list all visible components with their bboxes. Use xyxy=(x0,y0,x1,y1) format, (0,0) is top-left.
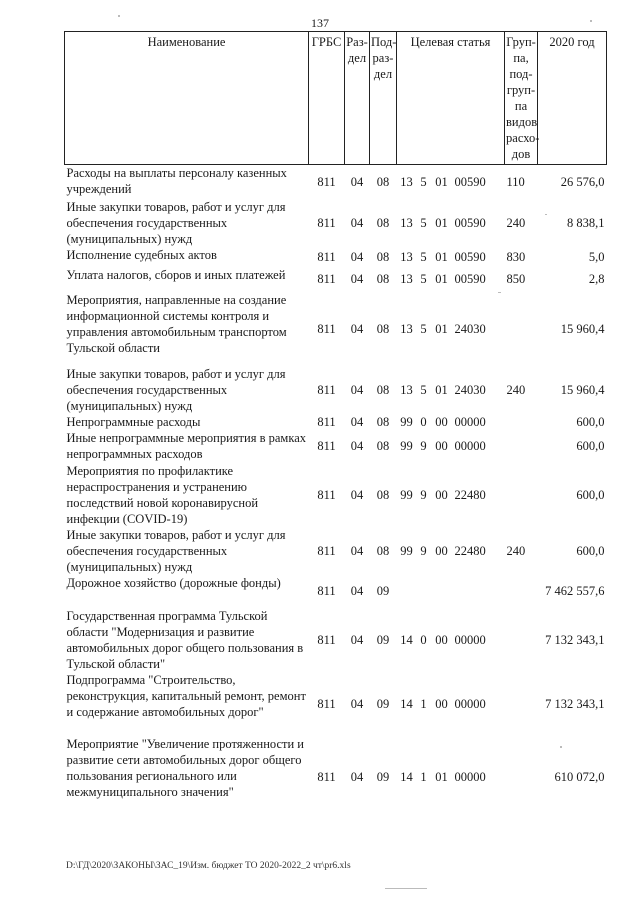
cell-grbs: 811 xyxy=(317,543,336,558)
cell-grbs: 811 xyxy=(317,439,336,453)
cell-a: 13 xyxy=(400,215,413,230)
cell-amount: 7 132 343,1 xyxy=(545,632,605,647)
cell-group xyxy=(505,736,538,818)
cell-grbs: 811 xyxy=(317,769,336,784)
cell-b: 5 xyxy=(420,174,427,189)
cell-razdel: 04 xyxy=(350,215,364,230)
cell-b: 9 xyxy=(420,543,427,558)
cell-a: 99 xyxy=(400,543,413,558)
cell-podrazdel: 08 xyxy=(376,414,390,429)
cell-grbs: 811 xyxy=(317,272,336,286)
cell-c: 01 xyxy=(435,769,448,784)
cell-podrazdel: 09 xyxy=(376,696,390,711)
cell-grbs: 811 xyxy=(317,249,336,264)
cell-b: 5 xyxy=(420,215,427,230)
scan-speck xyxy=(118,15,120,17)
cell-razdel: 04 xyxy=(350,249,364,264)
cell-d: 24030 xyxy=(454,382,486,397)
cell-amount: 600,0 xyxy=(576,414,605,429)
cell-podrazdel: 08 xyxy=(376,487,390,502)
cell-a xyxy=(397,575,417,608)
table-row xyxy=(65,366,607,414)
cell-d: 00590 xyxy=(454,215,486,230)
cell-c: 01 xyxy=(435,174,448,189)
table-row xyxy=(65,414,607,430)
cell-d: 22480 xyxy=(454,487,486,502)
cell-c: 00 xyxy=(435,696,448,711)
scan-speck xyxy=(590,20,592,22)
cell-d: 00000 xyxy=(454,414,486,429)
cell-razdel: 04 xyxy=(350,272,364,286)
cell-group xyxy=(505,608,538,672)
cell-d: 00590 xyxy=(454,249,486,264)
table-row xyxy=(65,165,607,199)
cell-b: 5 xyxy=(420,321,427,336)
cell-d xyxy=(453,575,505,608)
cell-razdel: 04 xyxy=(350,769,364,784)
table-row xyxy=(65,575,607,608)
cell-razdel: 04 xyxy=(350,487,364,502)
table-row xyxy=(65,736,607,818)
cell-group xyxy=(505,292,538,366)
cell-grbs: 811 xyxy=(317,584,336,598)
cell-podrazdel: 08 xyxy=(376,321,390,336)
cell-b: 1 xyxy=(420,769,427,784)
cell-name: Иные закупки товаров, работ и услуг для обеспечения государственных (муниципальных) нужд xyxy=(66,527,286,574)
cell-razdel: 04 xyxy=(350,439,364,453)
cell-group xyxy=(505,430,538,463)
col-header-target: Целевая статья xyxy=(397,32,505,165)
cell-amount: 26 576,0 xyxy=(560,174,605,189)
budget-table xyxy=(64,31,607,818)
cell-b: 9 xyxy=(420,439,427,453)
table-row xyxy=(65,463,607,527)
cell-a: 13 xyxy=(400,174,413,189)
cell-razdel: 04 xyxy=(350,543,364,558)
col-header-razdel: Раз-дел xyxy=(345,32,370,165)
table-row xyxy=(65,292,607,366)
cell-podrazdel: 09 xyxy=(376,584,390,598)
cell-name: Иные закупки товаров, работ и услуг для обеспечения государственных (муниципальных) нужд xyxy=(66,366,286,413)
cell-podrazdel: 08 xyxy=(376,272,390,286)
cell-b: 5 xyxy=(420,382,427,397)
cell-b: 0 xyxy=(420,414,427,429)
cell-a: 14 xyxy=(400,632,413,647)
cell-name: Дорожное хозяйство (дорожные фонды) xyxy=(66,575,281,590)
cell-group: 850 xyxy=(506,272,526,286)
scan-speck xyxy=(560,746,562,748)
cell-a: 99 xyxy=(400,414,413,429)
col-header-name: Наименование xyxy=(65,32,309,165)
cell-b xyxy=(417,575,431,608)
cell-c: 01 xyxy=(435,382,448,397)
table-header-row xyxy=(65,32,607,165)
scan-speck xyxy=(545,214,547,215)
cell-b: 5 xyxy=(420,249,427,264)
cell-amount: 8 838,1 xyxy=(567,215,605,230)
cell-razdel: 04 xyxy=(350,382,364,397)
cell-group xyxy=(505,414,538,430)
cell-a: 13 xyxy=(400,272,413,286)
cell-razdel: 04 xyxy=(350,174,364,189)
cell-razdel: 04 xyxy=(350,321,364,336)
cell-a: 14 xyxy=(400,769,413,784)
cell-podrazdel: 08 xyxy=(376,439,390,453)
cell-grbs: 811 xyxy=(317,696,336,711)
cell-amount: 15 960,4 xyxy=(560,321,605,336)
cell-name: Мероприятия, направленные на создание информационной системы контроля и управления автомобильным транспортом Тульской области xyxy=(66,292,287,355)
cell-c xyxy=(431,575,453,608)
cell-group: 240 xyxy=(506,215,526,230)
cell-a: 13 xyxy=(400,382,413,397)
cell-name: Иные непрограммные мероприятия в рамках непрограммных расходов xyxy=(66,430,307,461)
cell-d: 00590 xyxy=(454,174,486,189)
cell-razdel: 04 xyxy=(350,414,364,429)
cell-a: 14 xyxy=(400,696,413,711)
cell-name: Исполнение судебных актов xyxy=(66,247,217,262)
cell-grbs: 811 xyxy=(317,382,336,397)
cell-c: 00 xyxy=(435,487,448,502)
cell-amount: 600,0 xyxy=(576,439,605,453)
cell-name: Непрограммные расходы xyxy=(66,414,201,429)
cell-name: Уплата налогов, сборов и иных платежей xyxy=(66,267,286,282)
table-row xyxy=(65,608,607,672)
cell-podrazdel: 08 xyxy=(376,249,390,264)
cell-d: 22480 xyxy=(454,543,486,558)
cell-a: 13 xyxy=(400,249,413,264)
cell-amount: 5,0 xyxy=(588,249,605,264)
cell-name: Подпрограмма "Строительство, реконструкция, капитальный ремонт, ремонт и содержание автомобильных дорог" xyxy=(66,672,306,719)
cell-b: 1 xyxy=(420,696,427,711)
cell-c: 00 xyxy=(435,439,448,453)
cell-a: 99 xyxy=(400,487,413,502)
cell-c: 00 xyxy=(435,632,448,647)
cell-d: 00000 xyxy=(454,769,486,784)
table-row xyxy=(65,527,607,575)
cell-podrazdel: 09 xyxy=(376,632,390,647)
cell-podrazdel: 08 xyxy=(376,174,390,189)
cell-a: 99 xyxy=(400,439,413,453)
table-row xyxy=(65,672,607,736)
cell-group: 830 xyxy=(506,249,526,264)
table-body xyxy=(65,165,607,818)
cell-name: Государственная программа Тульской области "Модернизация и развитие автомобильных дорог общего пользования в Тульской области" xyxy=(66,608,304,671)
cell-grbs: 811 xyxy=(317,414,336,429)
cell-grbs: 811 xyxy=(317,174,336,189)
page-number: 137 xyxy=(311,16,329,30)
cell-podrazdel: 08 xyxy=(376,382,390,397)
cell-d: 00000 xyxy=(454,632,486,647)
cell-razdel: 04 xyxy=(350,632,364,647)
cell-d: 00590 xyxy=(454,272,486,286)
cell-c: 01 xyxy=(435,321,448,336)
cell-c: 01 xyxy=(435,249,448,264)
cell-amount: 7 132 343,1 xyxy=(545,696,605,711)
cell-name: Мероприятие "Увеличение протяженности и развитие сети автомобильных дорог общего пользования регионального или межмуниципального значения" xyxy=(66,736,304,799)
cell-grbs: 811 xyxy=(317,321,336,336)
cell-c: 01 xyxy=(435,215,448,230)
cell-d: 00000 xyxy=(454,439,486,453)
cell-amount: 15 960,4 xyxy=(560,382,605,397)
table-row xyxy=(65,267,607,292)
cell-name: Расходы на выплаты персоналу казенных учреждений xyxy=(66,166,287,196)
scan-speck xyxy=(385,888,427,889)
cell-c: 01 xyxy=(435,272,448,286)
cell-b: 5 xyxy=(420,272,427,286)
cell-b: 9 xyxy=(420,487,427,502)
col-header-grbs: ГРБС xyxy=(309,32,345,165)
cell-amount: 600,0 xyxy=(576,543,605,558)
table-row xyxy=(65,199,607,247)
cell-amount: 7 462 557,6 xyxy=(545,584,605,598)
col-header-year: 2020 год xyxy=(538,32,607,165)
col-header-group: Груп-па, под-груп-па видов расхо-дов xyxy=(505,32,538,165)
cell-b: 0 xyxy=(420,632,427,647)
cell-d: 24030 xyxy=(454,321,486,336)
col-header-podrazdel: Под-раз-дел xyxy=(370,32,397,165)
cell-group: 240 xyxy=(506,382,526,397)
cell-name: Иные закупки товаров, работ и услуг для обеспечения государственных (муниципальных) нужд xyxy=(66,199,286,246)
table-row xyxy=(65,430,607,463)
cell-c: 00 xyxy=(435,543,448,558)
cell-c: 00 xyxy=(435,414,448,429)
cell-amount: 610 072,0 xyxy=(554,769,605,784)
cell-podrazdel: 09 xyxy=(376,769,390,784)
cell-grbs: 811 xyxy=(317,487,336,502)
cell-razdel: 04 xyxy=(350,696,364,711)
file-path-footer: D:\ГД\2020\ЗАКОНЫ\ЗАС_19\Изм. бюджет ТО 2020-2022_2 чт\pr6.xls xyxy=(66,861,351,871)
cell-amount: 600,0 xyxy=(576,487,605,502)
cell-razdel: 04 xyxy=(350,584,364,598)
cell-group xyxy=(505,672,538,736)
cell-name: Мероприятия по профилактике нераспространения и устранению последствий новой коронавирусной инфекции (COVID-19) xyxy=(66,463,259,526)
cell-podrazdel: 08 xyxy=(376,543,390,558)
cell-amount: 2,8 xyxy=(588,272,605,286)
cell-podrazdel: 08 xyxy=(376,215,390,230)
cell-grbs: 811 xyxy=(317,632,336,647)
cell-grbs: 811 xyxy=(317,215,336,230)
table-row xyxy=(65,247,607,267)
cell-group xyxy=(505,575,538,608)
cell-a: 13 xyxy=(400,321,413,336)
cell-d: 00000 xyxy=(454,696,486,711)
cell-group: 110 xyxy=(506,174,525,189)
cell-group xyxy=(505,463,538,527)
scan-speck xyxy=(498,292,501,293)
cell-group: 240 xyxy=(506,543,526,558)
